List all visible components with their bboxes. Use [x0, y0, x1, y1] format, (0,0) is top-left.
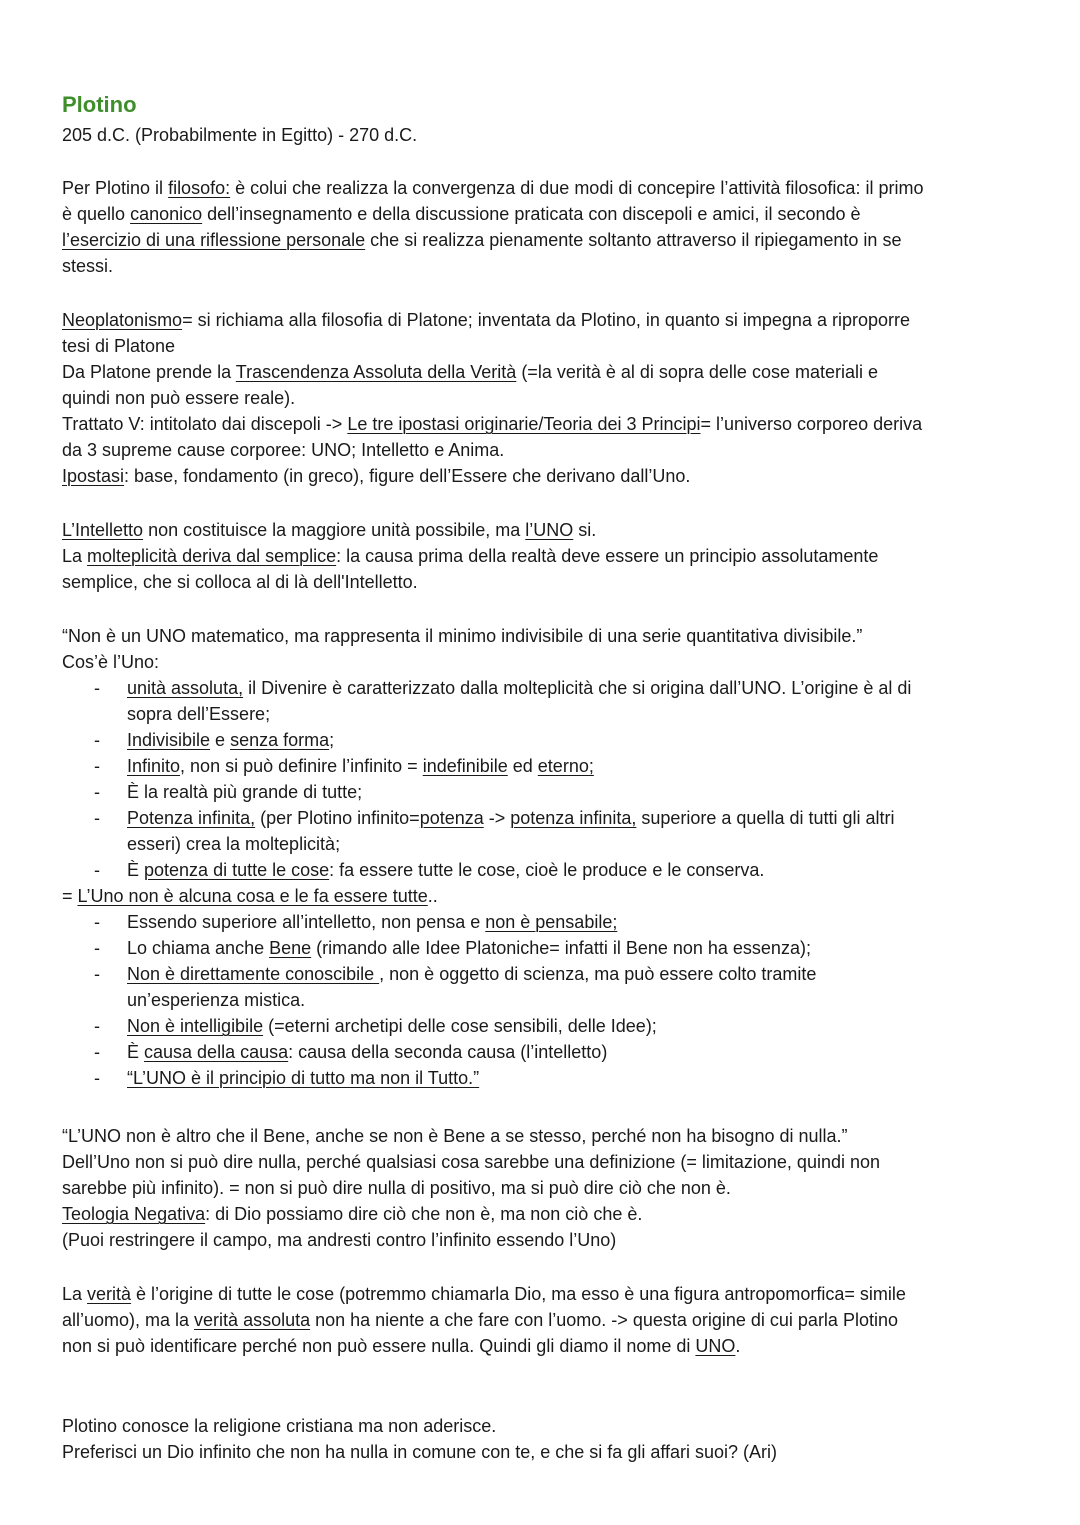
list-item-continuation: sopra dell’Essere;	[127, 704, 271, 724]
list-item: Potenza infinita, (per Plotino infinito=potenza -> potenza infinita, superiore a quella di tutti gli altri	[127, 808, 895, 828]
paragraph-line: l’esercizio di una riflessione personale che si realizza pienamente soltanto attraverso il ripiegamento in se	[62, 230, 902, 250]
list-item: Non è direttamente conoscibile , non è oggetto di scienza, ma può essere colto tramite	[127, 964, 817, 984]
paragraph-line: Preferisci un Dio infinito che non ha nulla in comune con te, e che si fa gli affari suoi? (Ari)	[62, 1442, 778, 1462]
paragraph-line: La verità è l’origine di tutte le cose (potremmo chiamarla Dio, ma esso è una figura antropomorfica= simile	[62, 1284, 906, 1304]
paragraph-line: all’uomo), ma la verità assoluta non ha niente a che fare con l’uomo. -> questa origine di cui parla Plotino	[62, 1310, 898, 1330]
paragraph-line: è quello canonico dell’insegnamento e della discussione praticata con discepoli e amici, il secondo è	[62, 204, 861, 224]
bullet-dash: -	[94, 938, 100, 958]
paragraph-line: L’Intelletto non costituisce la maggiore unità possibile, ma l’UNO si.	[62, 520, 597, 540]
paragraph-line: semplice, che si colloca al di là dell'Intelletto.	[62, 572, 418, 592]
paragraph-line: sarebbe più infinito). = non si può dire nulla di positivo, ma si può dire ciò che non è.	[62, 1178, 731, 1198]
paragraph-line: Trattato V: intitolato dai discepoli -> Le tre ipostasi originarie/Teoria dei 3 Principi= l’universo corporeo deriva	[62, 414, 923, 434]
bullet-dash: -	[94, 964, 100, 984]
bullet-dash: -	[94, 678, 100, 698]
paragraph-line: non si può identificare perché non può essere nulla. Quindi gli diamo il nome di UNO.	[62, 1336, 741, 1356]
bullet-dash: -	[94, 860, 100, 880]
paragraph-line: stessi.	[62, 256, 114, 276]
list-item: unità assoluta, il Divenire è caratterizzato dalla molteplicità che si origina dall’UNO. L’origine è al di	[127, 678, 912, 698]
list-item: Non è intelligibile (=eterni archetipi delle cose sensibili, delle Idee);	[127, 1016, 657, 1036]
quote-line: “L’UNO non è altro che il Bene, anche se non è Bene a se stesso, perché non ha bisogno di nulla.”	[62, 1126, 848, 1146]
bullet-dash: -	[94, 1042, 100, 1062]
list-item: È la realtà più grande di tutte;	[127, 782, 363, 802]
paragraph-line: Ipostasi: base, fondamento (in greco), figure dell’Essere che derivano dall’Uno.	[62, 466, 691, 486]
bullet-dash: -	[94, 1016, 100, 1036]
quote-line: “Non è un UNO matematico, ma rappresenta il minimo indivisibile di una serie quantitativa divisibile.”	[62, 626, 863, 646]
paragraph-line: Da Platone prende la Trascendenza Assoluta della Verità (=la verità è al di sopra delle cose materiali e	[62, 362, 878, 382]
bullet-dash: -	[94, 808, 100, 828]
bullet-dash: -	[94, 1068, 100, 1088]
list-item: È causa della causa: causa della seconda causa (l’intelletto)	[127, 1042, 608, 1062]
list-item: Lo chiama anche Bene (rimando alle Idee Platoniche= infatti il Bene non ha essenza);	[127, 938, 811, 958]
list-item: È potenza di tutte le cose: fa essere tutte le cose, cioè le produce e le conserva.	[127, 860, 765, 880]
dates-line: 205 d.C. (Probabilmente in Egitto) - 270 d.C.	[62, 125, 418, 145]
list-item: “L’UNO è il principio di tutto ma non il Tutto.”	[127, 1068, 480, 1088]
bullet-dash: -	[94, 730, 100, 750]
paragraph-line: quindi non può essere reale).	[62, 388, 296, 408]
bullet-dash: -	[94, 782, 100, 802]
paragraph-line: La molteplicità deriva dal semplice: la causa prima della realtà deve essere un principio assolutamente	[62, 546, 879, 566]
paragraph-line: (Puoi restringere il campo, ma andresti contro l’infinito essendo l’Uno)	[62, 1230, 617, 1250]
list-item: Essendo superiore all’intelletto, non pensa e non è pensabile;	[127, 912, 618, 932]
paragraph-line: Per Plotino il filosofo: è colui che realizza la convergenza di due modi di concepire l’attività filosofica: il primo	[62, 178, 924, 198]
paragraph-line: Plotino conosce la religione cristiana ma non aderisce.	[62, 1416, 497, 1436]
list-item-continuation: un’esperienza mistica.	[127, 990, 306, 1010]
list-item: Indivisibile e senza forma;	[127, 730, 335, 750]
paragraph-line: da 3 supreme cause corporee: UNO; Intelletto e Anima.	[62, 440, 505, 460]
bullet-dash: -	[94, 912, 100, 932]
paragraph-line: Teologia Negativa: di Dio possiamo dire ciò che non è, ma non ciò che è.	[62, 1204, 643, 1224]
question-line: Cos’è l’Uno:	[62, 652, 160, 672]
bullet-dash: -	[94, 756, 100, 776]
paragraph-line: Dell’Uno non si può dire nulla, perché qualsiasi cosa sarebbe una definizione (= limitazione, quindi non	[62, 1152, 881, 1172]
summary-line: = L’Uno non è alcuna cosa e le fa essere tutte..	[62, 886, 438, 906]
list-item-continuation: esseri) crea la molteplicità;	[127, 834, 341, 854]
paragraph-line: tesi di Platone	[62, 336, 176, 356]
page-title: Plotino	[62, 92, 137, 117]
paragraph-line: Neoplatonismo= si richiama alla filosofia di Platone; inventata da Plotino, in quanto si impegna a riproporre	[62, 310, 910, 330]
list-item: Infinito, non si può definire l’infinito = indefinibile ed eterno;	[127, 756, 594, 776]
